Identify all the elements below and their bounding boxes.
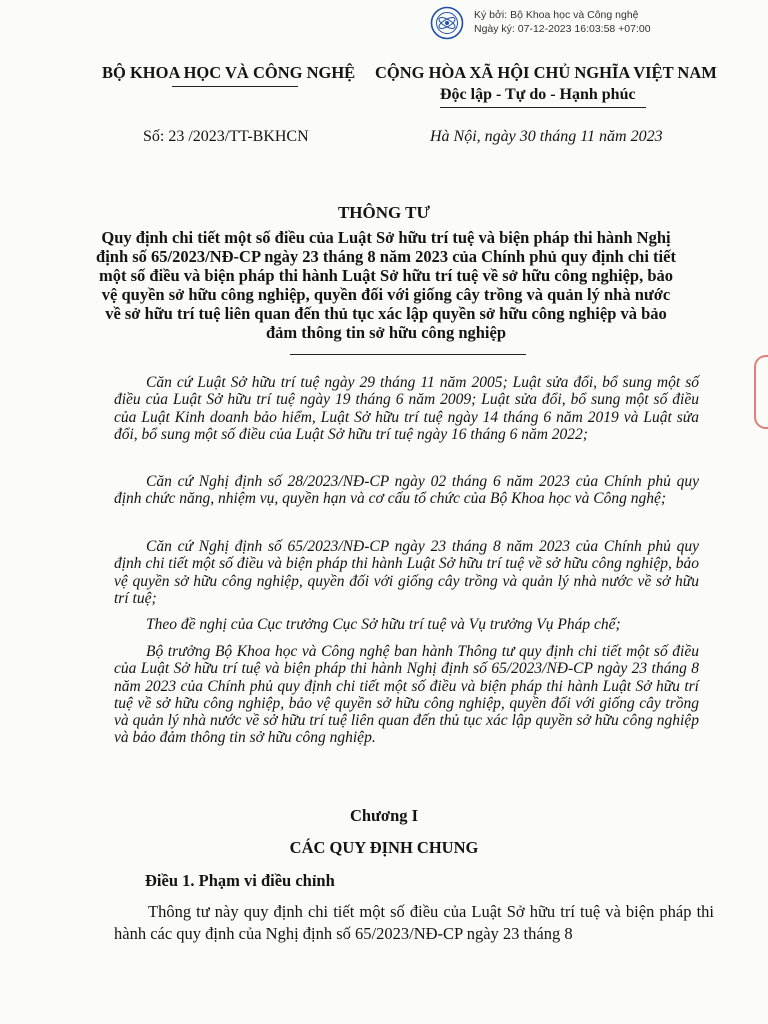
red-stamp-fragment bbox=[754, 355, 768, 429]
republic-name: CỘNG HÒA XÃ HỘI CHỦ NGHĨA VIỆT NAM bbox=[375, 63, 717, 82]
signer-line: Ký bởi: Bộ Khoa học và Công nghệ bbox=[474, 9, 639, 21]
article-heading: Điều 1. Phạm vi điều chỉnh bbox=[145, 871, 335, 890]
preamble-paragraph: Căn cứ Luật Sở hữu trí tuệ ngày 29 tháng 11 năm 2005; Luật sửa đổi, bổ sung một số điều của Luật Sở hữu trí tuệ ngày 19 tháng 6 năm 2009; Luật sửa đổi, bổ sung một số điều của Luật Kinh doanh bảo hiểm, Luật Sở hữu trí tuệ ngày 14 tháng 6 năm 2019 và Luật sửa đổi, bổ sung một số điều của Luật Sở hữu trí tuệ ngày 16 tháng 6 năm 2022; bbox=[114, 374, 699, 443]
ministry-name: BỘ KHOA HỌC VÀ CÔNG NGHỆ bbox=[102, 63, 356, 82]
subject-underline bbox=[290, 354, 526, 355]
preamble-paragraph: Bộ trưởng Bộ Khoa học và Công nghệ ban hành Thông tư quy định chi tiết một số điều của Luật Sở hữu trí tuệ và biện pháp thi hành Nghị định số 65/2023/NĐ-CP ngày 23 tháng 8 năm 2023 của Chính phủ quy định chi tiết một số điều và biện pháp thi hành Luật Sở hữu trí tuệ về sở hữu công nghiệp, bảo vệ quyền sở hữu công nghiệp, quyền đối với giống cây trồng và quản lý nhà nước về sở hữu trí tuệ liên quan đến thủ tục xác lập quyền sở hữu công nghiệp và bảo đảm thông tin sở hữu công nghiệp. bbox=[114, 643, 699, 747]
chapter-title: CÁC QUY ĐỊNH CHUNG bbox=[289, 838, 479, 857]
place-and-date: Hà Nội, ngày 30 tháng 11 năm 2023 bbox=[430, 128, 663, 145]
ministry-underline bbox=[172, 86, 298, 87]
preamble-paragraph: Căn cứ Nghị định số 28/2023/NĐ-CP ngày 02 tháng 6 năm 2023 của Chính phủ quy định chức năng, nhiệm vụ, quyền hạn và cơ cấu tổ chức của Bộ Khoa học và Công nghệ; bbox=[114, 473, 699, 508]
digital-signature bbox=[430, 6, 730, 40]
signature-text bbox=[474, 8, 651, 36]
chapter-number: Chương I bbox=[349, 806, 419, 825]
document-number: Số: 23 /2023/TT-BKHCN bbox=[143, 128, 309, 145]
article-body: Thông tư này quy định chi tiết một số điều của Luật Sở hữu trí tuệ và biện pháp thi hành các quy định của Nghị định số 65/2023/NĐ-CP ngày 23 tháng 8 bbox=[114, 902, 714, 943]
preamble-paragraph: Căn cứ Nghị định số 65/2023/NĐ-CP ngày 23 tháng 8 năm 2023 của Chính phủ quy định chi tiết một số điều và biện pháp thi hành Luật Sở hữu trí tuệ về sở hữu công nghiệp, bảo vệ quyền sở hữu công nghiệp, quyền đối với giống cây trồng và quản lý nhà nước về sở hữu trí tuệ; bbox=[114, 538, 699, 607]
ministry-seal-icon bbox=[430, 6, 464, 40]
document-subject: Quy định chi tiết một số điều của Luật Sở hữu trí tuệ và biện pháp thi hành Nghị định số 65/2023/NĐ-CP ngày 23 tháng 8 năm 2023 của Chính phủ quy định chi tiết một số điều và biện pháp thi hành Luật Sở hữu trí tuệ về sở hữu công nghiệp, bảo vệ quyền sở hữu công nghiệp, quyền đối với giống cây trồng và quản lý nhà nước về sở hữu trí tuệ liên quan đến thủ tục xác lập quyền sở hữu công nghiệp và bảo đảm thông tin sở hữu công nghiệp bbox=[96, 228, 676, 342]
signed-date-line: Ngày ký: 07-12-2023 16:03:58 +07:00 bbox=[474, 23, 651, 35]
motto-underline bbox=[440, 107, 646, 108]
national-motto: Độc lập - Tự do - Hạnh phúc bbox=[440, 86, 636, 103]
preamble-paragraph: Theo đề nghị của Cục trưởng Cục Sở hữu trí tuệ và Vụ trưởng Vụ Pháp chế; bbox=[146, 616, 621, 633]
document-type: THÔNG TƯ bbox=[337, 203, 431, 222]
